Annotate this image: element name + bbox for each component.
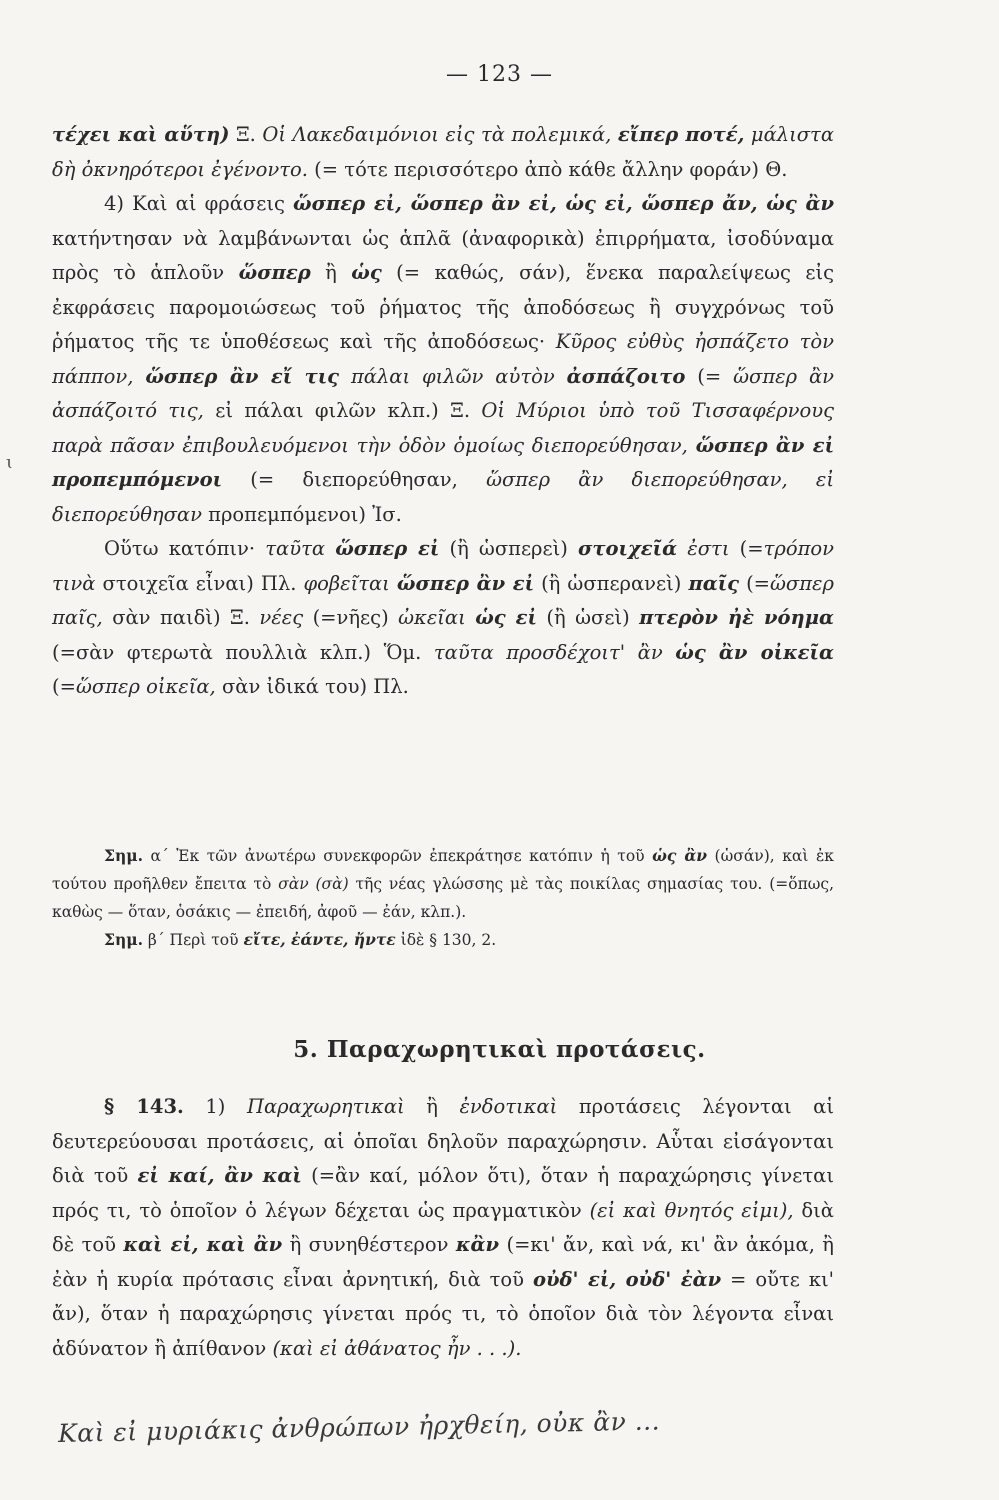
text-span: στοιχεῖα εἶναι) Πλ. xyxy=(95,571,304,595)
page-number: — 123 — xyxy=(446,62,553,87)
text-span: ὡς ἂν οἰκεῖα xyxy=(675,640,834,664)
text-span: ὠκεῖαι xyxy=(398,606,476,629)
text-span: (= καθώς, σάν), ἕνεκα παραλείψεως εἰς ἐκφράσεις παρομοιώσεως τοῦ ῥήματος τῆς ἀποδόσεως ἢ συγχρόνως τοῦ ῥήματος τῆς τε ὑποθέσεως καὶ τῆς ἀποδόσεως· xyxy=(52,261,835,353)
text-span: (=ἂν καί, μόλον ὅτι), ὅταν ἡ παραχώρησις γίνεται πρός τι, τὸ ὁποῖον ὁ λέγων δέχεται ὡς πραγματικὸν xyxy=(52,1164,834,1222)
text-span: (= διεπορεύθησαν, xyxy=(222,468,487,491)
text-span: κατήντησαν νὰ λαμβάνωνται ὡς ἁπλᾶ (ἀναφορικὰ) ἐπιρρήματα, ἰσοδύναμα πρὸς τὸ ἁπλοῦν xyxy=(52,226,834,284)
text-span: (=σὰν φτερωτὰ πουλλιὰ κλπ.) Ὅμ. xyxy=(52,640,434,664)
text-span: τέχει καὶ αὕτη) xyxy=(52,123,230,146)
paragraph-1 xyxy=(52,118,834,187)
text-span: ἰδὲ § 130, 2. xyxy=(395,931,497,949)
text-span: ἢ συνηθέστερον xyxy=(282,1233,456,1256)
note-label: Σημ. xyxy=(104,846,143,865)
text-span: ὡς xyxy=(351,261,382,284)
text-span: ἀσπάζοιτο xyxy=(566,364,686,388)
text-span: (=κι' ἄν, καὶ νά, κι' ἂν ἀκόμα, ἢ ἐὰν ἡ κυρία πρότασις εἶναι ἀρνητική, διὰ τοῦ xyxy=(52,1233,834,1291)
text-span: (ἢ ὡσπερανεὶ) xyxy=(534,571,689,595)
text-span: κἂν xyxy=(455,1233,500,1256)
text-span: ἢ xyxy=(310,261,352,284)
text-span: (καὶ εἰ ἀθάνατος ἦν . . .). xyxy=(272,1336,522,1360)
text-span: (εἰ καὶ θνητός εἰμι), xyxy=(589,1198,794,1222)
text-span: παῖς xyxy=(688,571,740,595)
section-number: § 143. xyxy=(104,1095,184,1118)
text-span: ἐνδοτικαὶ xyxy=(459,1095,558,1118)
text-span: = οὔτε κι' ἄν), ὅταν ἡ παραχώρησις γίνεται πρός τι, τὸ ὁποῖον διὰ τὸν λέγοντα εἶναι ἀδύνατον ἢ ἀπίθανον xyxy=(52,1267,834,1360)
section-143 xyxy=(52,1090,834,1366)
text-span: στοιχεῖά xyxy=(578,537,678,560)
note-label: Σημ. xyxy=(104,930,143,949)
text-span: εἴπερ ποτέ, xyxy=(617,123,745,146)
text-span: νέες xyxy=(259,606,304,629)
text-span: σὰν ἰδικά του) Πλ. xyxy=(215,675,409,698)
handwritten-annotation: Καὶ εἰ μυριάκις ἀνθρώπων ἠρχθείη, οὐκ ἂν ... xyxy=(57,1406,661,1449)
text-span: Οἱ Μύριοι ὑπὸ τοῦ Τισσαφέρνους παρὰ πᾶσαν ἐπιβουλευόμενοι τὴν ὁδὸν ὁμοίως διεπορεύθησαν, xyxy=(52,399,834,457)
text-span: (=νῆες) xyxy=(303,606,399,629)
text-span: α΄ Ἐκ τῶν ἀνωτέρω συνεκφορῶν ἐπεκράτησε κατόπιν ἡ τοῦ xyxy=(142,847,653,865)
text-span: οὐδ' εἰ, οὐδ' ἐὰν xyxy=(532,1267,722,1291)
text-span: πτερὸν ἠὲ νόημα xyxy=(639,606,834,629)
text-span: ὥσπερ xyxy=(238,261,311,284)
text-span: (= xyxy=(729,537,764,560)
text-span: πάλαι φιλῶν αὐτὸν xyxy=(339,364,567,388)
text-span: διὰ δὲ τοῦ xyxy=(52,1198,834,1256)
text-span: (ὡσάν), καὶ ἐκ τούτου προῆλθεν ἔπειτα τὸ xyxy=(52,847,834,893)
note-2 xyxy=(52,926,834,954)
main-text xyxy=(52,118,834,705)
text-span: προτάσεις λέγονται αἱ δευτερεύουσαι προτάσεις, αἱ ὁποῖαι δηλοῦν παραχώρησιν. Αὗται εἰσάγονται διὰ τοῦ xyxy=(52,1095,834,1187)
text-span: τῆς νέας γλώσσης μὲ τὰς ποικίλας σημασίας του. (=ὅπως, καθὼς — ὅταν, ὁσάκις — ἐπειδή, ἀφοῦ — ἐάν, κλπ.). xyxy=(52,875,834,921)
text-span: 1) xyxy=(183,1095,247,1118)
text-span: ἢ xyxy=(404,1095,460,1118)
text-span: ὡς ἂν xyxy=(652,846,708,865)
text-span: εἴτε, ἐάντε, ἤντε xyxy=(243,930,396,949)
text-span: (= xyxy=(52,675,76,698)
text-span: ὥσπερ ἂν εἴ τις xyxy=(145,364,340,388)
text-span: ὡς εἰ xyxy=(475,606,537,629)
text-span: τρόπον τινὰ xyxy=(52,537,834,595)
text-span: ἐστι xyxy=(677,537,730,560)
text-span: ὥσπερ εἰ, ὥσπερ ἂν εἰ, ὡς εἰ, ὥσπερ ἄν, ὡς ἂν xyxy=(293,192,834,215)
text-span: ταῦτα xyxy=(265,537,336,560)
text-span: Οὕτω κατόπιν· xyxy=(104,537,266,560)
text-span: β΄ Περὶ τοῦ xyxy=(142,931,244,949)
text-span: ὥσπερ ἂν διεπορεύθησαν, εἰ διεπορεύθησαν xyxy=(52,468,835,526)
text-span: εἰ καί, ἂν καὶ xyxy=(137,1164,302,1187)
text-span: φοβεῖται xyxy=(303,571,397,595)
text-span: (ἢ ὡσπερεὶ) xyxy=(439,537,579,560)
text-span: προπεμπόμενοι) Ἰσ. xyxy=(201,502,402,526)
text-span: ὥσπερ παῖς, xyxy=(52,571,834,629)
text-span: Κῦρος εὐθὺς ἠσπάζετο τὸν πάππον, xyxy=(52,330,834,388)
text-span: ὥσπερ ἂν εἰ xyxy=(396,571,535,595)
note-1 xyxy=(52,842,834,926)
text-span: ὥσπερ εἰ xyxy=(335,537,440,560)
text-span: ταῦτα προσδέχοιτ' ἂν xyxy=(433,640,676,664)
text-span: σὰν (σὰ) xyxy=(278,875,349,893)
section-143-paragraph xyxy=(52,1090,834,1366)
paragraph-2 xyxy=(52,187,834,532)
text-span: (= τότε περισσότερο ἀπὸ κάθε ἄλλην φοράν) Θ. xyxy=(307,157,788,181)
text-span: (= xyxy=(739,571,771,595)
text-span: (= xyxy=(685,364,734,388)
text-span: Ξ. xyxy=(229,123,263,146)
section-heading: 5. Παραχωρητικαὶ προτάσεις. xyxy=(293,1036,706,1063)
text-span: ὥσπερ ἂν ἀσπάζοιτό τις, xyxy=(52,364,834,422)
text-span: σὰν παιδὶ) Ξ. xyxy=(102,606,260,629)
paragraph-3 xyxy=(52,532,834,705)
text-span: Οἱ Λακεδαιμόνιοι εἰς τὰ πολεμικά, xyxy=(262,123,618,146)
text-span: ὥσπερ ἂν εἰ προπεμπόμενοι xyxy=(52,433,834,491)
text-span: καὶ εἰ, καὶ ἂν xyxy=(123,1233,283,1256)
margin-mark: ɩ xyxy=(6,452,14,473)
text-span: (ἢ ὡσεὶ) xyxy=(536,606,640,629)
text-span: ὥσπερ οἰκεῖα, xyxy=(75,675,216,698)
text-span: Παραχωρητικαὶ xyxy=(246,1095,405,1118)
notes xyxy=(52,842,834,954)
text-span: μάλιστα δὴ ὀκνηρότεροι ἐγένοντο. xyxy=(52,123,835,181)
text-span: 4) Καὶ αἱ φράσεις xyxy=(104,192,294,215)
text-span: εἰ πάλαι φιλῶν κλπ.) Ξ. xyxy=(203,399,482,422)
